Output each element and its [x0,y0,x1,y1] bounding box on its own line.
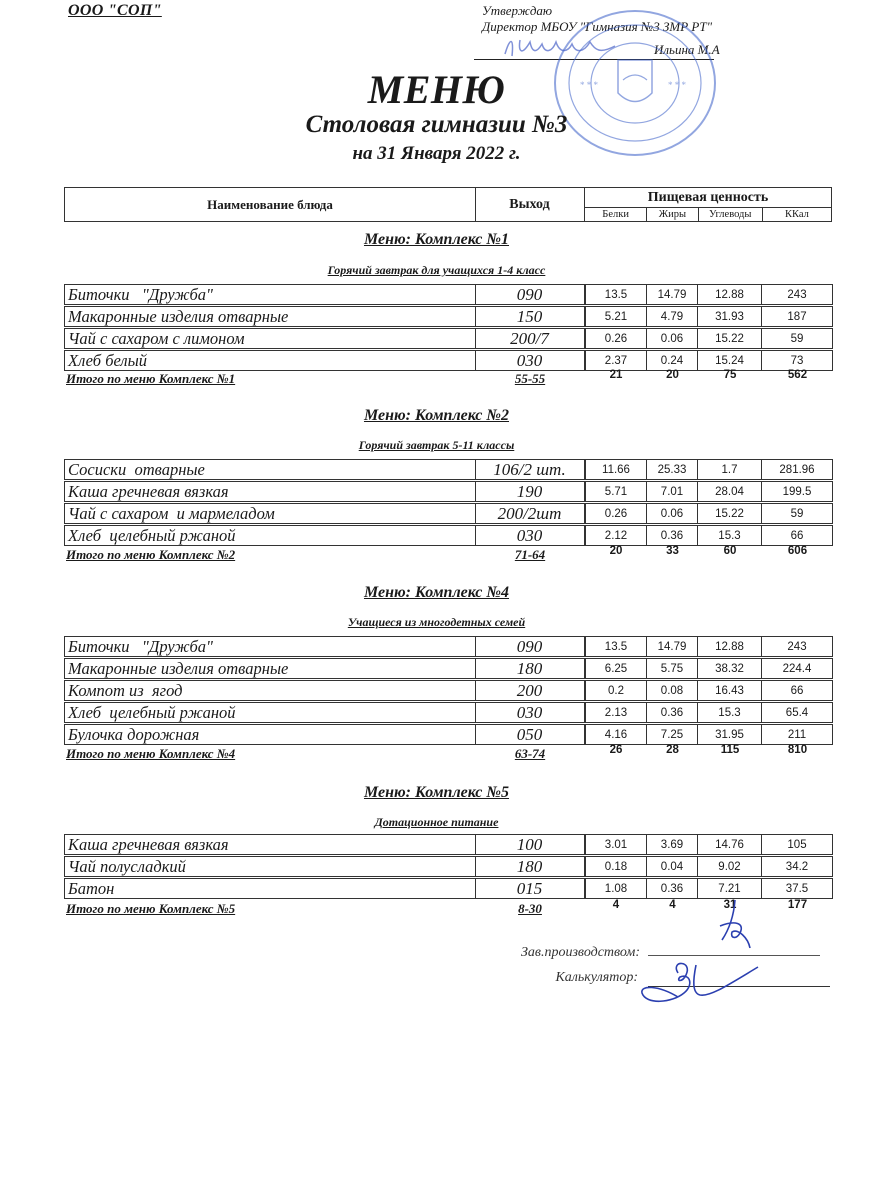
production-head-signature-line [648,955,820,956]
fat-value: 0.36 [647,525,698,546]
table-row [64,680,833,702]
dish-yield: 200/7 [475,328,585,349]
kcal-value: 199.5 [762,481,833,502]
protein-value: 1.08 [585,878,647,899]
carbs-value: 12.88 [698,636,762,657]
total-carbs: 60 [723,545,737,557]
fat-value: 0.04 [647,856,698,877]
kcal-value: 34.2 [762,856,833,877]
fat-value: 5.75 [647,658,698,679]
menu-table [64,284,833,372]
dish-name: Биточки "Дружба" [64,284,476,305]
page-subtitle: Столовая гимназии №3 [305,111,568,138]
page-title: МЕНЮ [367,67,506,112]
calculator-signature-icon [638,955,768,1010]
kcal-value: 224.4 [762,658,833,679]
dish-name: Чай полусладкий [64,856,476,877]
column-header-yield: Выход [475,187,585,222]
calculator-signature-line [648,986,830,987]
section-subtitle: Учащиеся из многодетных семей [347,615,526,629]
menu-table [64,459,833,547]
dish-name: Хлеб целебный ржаной [64,702,476,723]
section-title: Меню: Комплекс №4 [363,584,510,601]
menu-table [64,636,833,746]
table-header [64,187,833,222]
fat-value: 0.36 [647,702,698,723]
table-row [64,328,833,350]
carbs-value: 15.24 [698,350,762,371]
protein-value: 0.26 [585,503,647,524]
fat-value: 14.79 [647,284,698,305]
dish-yield: 190 [475,481,585,502]
column-header-nutrition [585,187,832,222]
organization-name: ООО "СОП" [68,2,162,19]
protein-value: 5.21 [585,306,647,327]
kcal-value: 37.5 [762,878,833,899]
approval-signature-line [474,59,714,60]
total-row [64,371,833,389]
kcal-value: 243 [762,284,833,305]
total-price: 71-64 [514,547,546,562]
protein-value: 5.71 [585,481,647,502]
fat-value: 25.33 [647,459,698,480]
column-header-kcal: ККал [784,209,809,220]
table-row [64,856,833,878]
kcal-value: 66 [762,525,833,546]
total-price: 8-30 [518,901,542,916]
total-kcal: 810 [787,744,808,756]
total-carbs: 75 [723,369,737,381]
dish-yield: 180 [475,658,585,679]
total-kcal: 562 [787,369,808,381]
total-price: 55-55 [514,371,546,386]
fat-value: 0.06 [647,328,698,349]
kcal-value: 211 [762,724,833,745]
kcal-value: 281.96 [762,459,833,480]
kcal-value: 105 [762,834,833,855]
protein-value: 6.25 [585,658,647,679]
carbs-value: 31.95 [698,724,762,745]
carbs-value: 16.43 [698,680,762,701]
fat-value: 7.01 [647,481,698,502]
protein-value: 3.01 [585,834,647,855]
dish-name: Биточки "Дружба" [64,636,476,657]
section-title: Меню: Комплекс №5 [363,784,510,801]
total-price: 63-74 [514,746,546,761]
dish-name: Сосиски отварные [64,459,476,480]
dish-yield: 030 [475,350,585,371]
protein-value: 4.16 [585,724,647,745]
director-signature-icon [500,32,630,62]
kcal-value: 73 [762,350,833,371]
carbs-value: 9.02 [698,856,762,877]
dish-yield: 106/2 шт. [475,459,585,480]
dish-yield: 100 [475,834,585,855]
total-kcal: 606 [787,545,808,557]
fat-value: 7.25 [647,724,698,745]
dish-name: Компот из ягод [64,680,476,701]
table-row [64,878,833,900]
table-row [64,284,833,306]
protein-value: 2.13 [585,702,647,723]
production-head-label: Зав.производством: [520,945,640,960]
kcal-value: 66 [762,680,833,701]
total-fat: 20 [666,369,679,381]
table-row [64,658,833,680]
table-row [64,702,833,724]
total-kcal: 177 [787,899,808,911]
table-row [64,459,833,481]
total-fat: 4 [669,899,676,911]
fat-value: 0.06 [647,503,698,524]
protein-value: 0.18 [585,856,647,877]
table-row [64,481,833,503]
approval-position: Директор МБОУ "Гимназия №3 ЗМР РТ" [482,19,713,34]
total-fat: 33 [666,545,679,557]
carbs-value: 15.22 [698,328,762,349]
total-row [64,547,833,565]
column-header-dish: Наименование блюда [64,187,476,222]
carbs-value: 15.3 [698,702,762,723]
section-subtitle: Дотационное питание [374,815,499,829]
svg-text:* * *: * * * [668,80,686,90]
kcal-value: 243 [762,636,833,657]
carbs-value: 7.21 [698,878,762,899]
protein-value: 11.66 [585,459,647,480]
nutrition-title: Пищевая ценность [585,188,831,208]
kcal-value: 65.4 [762,702,833,723]
dish-name: Макаронные изделия отварные [64,306,476,327]
total-carbs: 31 [723,899,737,911]
dish-yield: 090 [475,636,585,657]
protein-value: 13.5 [585,284,647,305]
total-label: Итого по меню Комплекс №5 [66,901,236,916]
column-header-carbs: Углеводы [699,208,763,222]
svg-text:* * *: * * * [580,80,598,90]
total-carbs: 115 [720,744,740,756]
fat-value: 14.79 [647,636,698,657]
dish-yield: 200 [475,680,585,701]
fat-value: 0.24 [647,350,698,371]
total-label: Итого по меню Комплекс №4 [66,746,236,761]
fat-value: 0.08 [647,680,698,701]
carbs-value: 1.7 [698,459,762,480]
table-row [64,525,833,547]
fat-value: 3.69 [647,834,698,855]
dish-yield: 030 [475,525,585,546]
approval-block [482,3,720,57]
dish-yield: 030 [475,702,585,723]
total-label: Итого по меню Комплекс №2 [66,547,236,562]
dish-name: Макаронные изделия отварные [64,658,476,679]
dish-name: Чай с сахаром и мармеладом [64,503,476,524]
dish-name: Булочка дорожная [64,724,476,745]
table-row [64,306,833,328]
section-title: Меню: Комплекс №2 [363,407,510,424]
menu-date: на 31 Января 2022 г. [352,143,521,164]
table-row [64,636,833,658]
fat-value: 4.79 [647,306,698,327]
dish-yield: 050 [475,724,585,745]
menu-table [64,834,833,900]
table-row [64,503,833,525]
dish-yield: 015 [475,878,585,899]
protein-value: 2.12 [585,525,647,546]
table-row [64,834,833,856]
table-row [64,724,833,746]
total-label: Итого по меню Комплекс №1 [66,371,236,386]
protein-value: 0.26 [585,328,647,349]
carbs-value: 12.88 [698,284,762,305]
dish-name: Хлеб белый [64,350,476,371]
carbs-value: 14.76 [698,834,762,855]
kcal-value: 59 [762,328,833,349]
dish-yield: 150 [475,306,585,327]
fat-value: 0.36 [647,878,698,899]
total-fat: 28 [666,744,679,756]
dish-name: Хлеб целебный ржаной [64,525,476,546]
carbs-value: 31.93 [698,306,762,327]
dish-yield: 090 [475,284,585,305]
approval-director-name: Ильина М.А [654,42,720,57]
dish-name: Чай с сахаром с лимоном [64,328,476,349]
total-protein: 21 [609,369,623,381]
total-row [64,746,833,764]
protein-value: 13.5 [585,636,647,657]
carbs-value: 15.3 [698,525,762,546]
kcal-value: 59 [762,503,833,524]
total-row [64,901,833,919]
carbs-value: 15.22 [698,503,762,524]
carbs-value: 38.32 [698,658,762,679]
calculator-label: Калькулятор: [555,970,638,985]
total-protein: 4 [612,899,620,911]
dish-yield: 200/2шт [475,503,585,524]
section-title: Меню: Комплекс №1 [363,231,510,248]
section-subtitle: Горячий завтрак 5-11 классы [358,438,515,452]
dish-name: Батон [64,878,476,899]
protein-value: 0.2 [585,680,647,701]
kcal-value: 187 [762,306,833,327]
dish-name: Каша гречневая вязкая [64,834,476,855]
column-header-fat: Жиры [647,208,698,222]
total-protein: 20 [609,545,623,557]
section-subtitle: Горячий завтрак для учащихся 1-4 класс [327,263,546,277]
dish-name: Каша гречневая вязкая [64,481,476,502]
carbs-value: 28.04 [698,481,762,502]
protein-value: 2.37 [585,350,647,371]
column-header-protein: Белки [585,208,647,222]
dish-yield: 180 [475,856,585,877]
total-protein: 26 [609,744,623,756]
approval-label: Утверждаю [482,3,553,18]
